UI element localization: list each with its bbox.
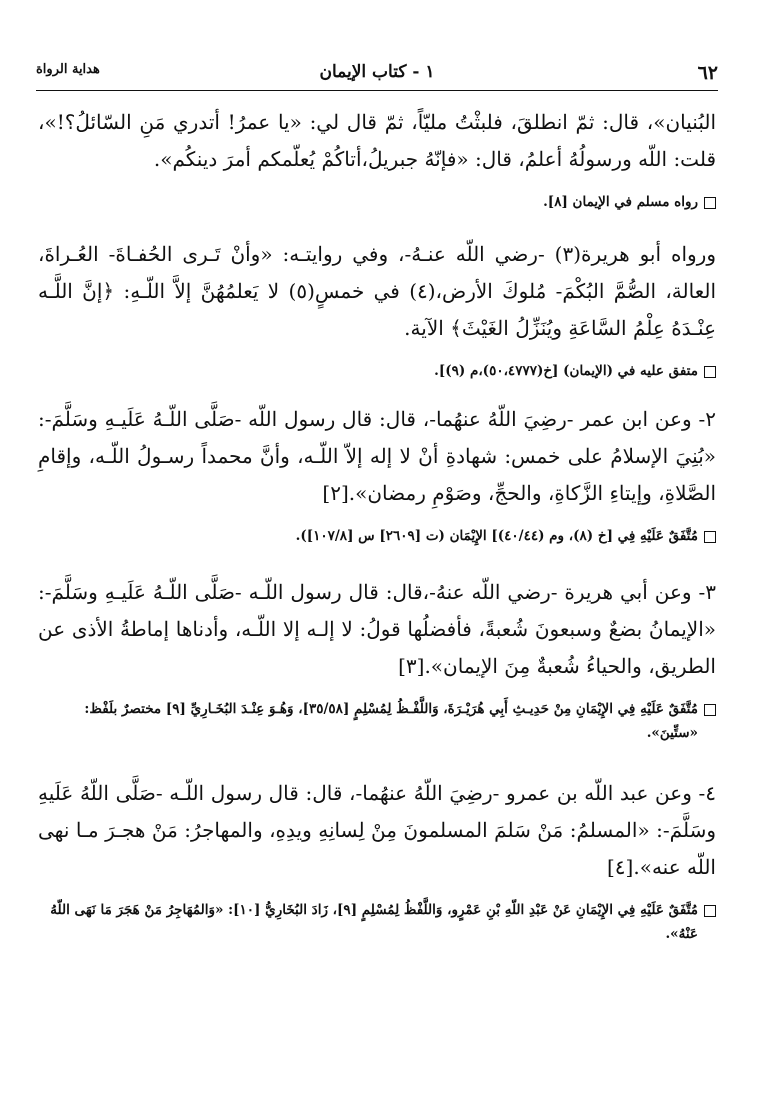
chapter-title: ١ - كتاب الإيمان bbox=[319, 62, 435, 82]
page-content bbox=[38, 104, 716, 946]
square-bullet-icon bbox=[704, 531, 716, 543]
paragraph-abu-hurayra-narration: ورواه أبو هريرة(٣) -رضي اللّه عنـهُ-، وفي روايتـه: «وأنْ تَـرى الحُفـاةَ- العُـراةَ، العالة، الصُّمَّ البُكْمَ- مُلوكَ الأرض،(٤) في خمسٍ(٥) لا يَعلمُهُنَّ إلاَّ اللّـهِ: ﴿إنَّ اللَّـه عِنْـدَهُ عِلْمُ السَّاعَةِ ويُنَزِّلُ الغَيْثَ﴾ الآية. bbox=[38, 242, 716, 340]
source-note-text: مُتَّفَقٌ عَلَيْهِ فِي [خ (٨)، وم (٤٠/٤٤)] الإِيْمَان (ت [٢٦٠٩] س [١٠٧/٨]). bbox=[295, 528, 698, 544]
square-bullet-icon bbox=[704, 905, 716, 917]
square-bullet-icon bbox=[704, 704, 716, 716]
source-note-hadith-3 bbox=[38, 697, 716, 745]
square-bullet-icon bbox=[704, 197, 716, 209]
source-note-muslim bbox=[38, 190, 716, 214]
source-note-hadith-4 bbox=[38, 898, 716, 946]
square-bullet-icon bbox=[704, 366, 716, 378]
source-note-text: مُتَّفَقٌ عَلَيْهِ فِي الإِيْمَانِ عَنْ عَبْدِ اللّهِ بْنِ عَمْرٍو، وَاللَّفْظُ لِمُسْلِمٍ [٩]، زَادَ البُخَارِيُّ [١٠]: «وَالمُهَاجِرُ مَنْ هَجَرَ مَا نَهَى اللّهُ عَنْهُ». bbox=[50, 902, 698, 942]
source-note-text: رواه مسلم في الإيمان [٨]. bbox=[543, 194, 698, 210]
page-number: ٦٢ bbox=[697, 62, 718, 84]
paragraph-gabriel-hadith-end: البُنيان»، قال: ثمّ انطلقَ، فلبثْتُ مليّاً، ثمّ قال لي: «يا عمرُ! أتدري مَنِ السّائلُ؟!»، قلت: اللّه ورسولُهُ أعلمُ، قال: «فإنّهُ جبريلُ،أتاكُمْ يُعلّمكم أمرَ دينكُم». bbox=[38, 110, 716, 171]
hadith-2: ٢- وعن ابن عمر -رضِيَ اللّهُ عنهُما-، قال: قال رسول اللّه -صَلَّى اللّـهُ عَلَيـهِ وسَلَّمَ-: «بُنِيَ الإسلامُ على خمس: شهادةِ أنْ لا إله إلاّ اللّـه، وأنَّ محمداً رسـولُ اللّـه، وإقامِ الصَّلاةِ، وإيتاءِ الزَّكاةِ، والحجِّ، وصَوْمِ رمضان».[٢] bbox=[38, 407, 717, 505]
source-note-text: متفق عليه في (الإيمان) [خ(٥٠،٤٧٧٧)،م (٩)]. bbox=[434, 363, 698, 379]
hadith-3: ٣- وعن أبي هريرة -رضي اللّه عنهُ-،قال: قال رسول اللّـه -صَلَّى اللّـهُ عَلَيـهِ وسَلَّمَ-: «الإيمانُ بضعٌ وسبعونَ شُعبةً، فأفضلُها قولُ: لا إلـه إلا اللّـه، وأدناها إماطةُ الأذى عن الطريق، والحياءُ شُعبةٌ مِنَ الإيمان».[٣] bbox=[38, 580, 716, 678]
page-header bbox=[36, 56, 718, 91]
hadith-4: ٤- وعن عبد اللّه بن عمرو -رضِيَ اللّهُ عنهُما-، قال: قال رسول اللّـه -صَلَّى اللّهُ عَلَيهِ وسَلَّمَ-: «المسلمُ: مَنْ سَلمَ المسلمونَ مِنْ لِسانِهِ ويدِهِ، والمهاجرُ: مَنْ هجـرَ مـا نهى اللّه عنه».[٤] bbox=[38, 781, 716, 879]
source-note-agreed bbox=[38, 359, 716, 383]
source-note-text: مُتَّفَقٌ عَلَيْهِ فِي الإِيْمَانِ مِنْ حَدِيـثِ أَبِي هُرَيْـرَةَ، وَاللَّفْـظُ لِمُسْلِمٍ [٣٥/٥٨]، وَهُـوَ عِنْـدَ البُخَـارِيِّ [٩] مختصرٌ بلَفْظ: «ستِّينَ». bbox=[84, 701, 698, 741]
source-note-hadith-2 bbox=[38, 524, 716, 548]
running-title: هداية الرواة bbox=[36, 62, 100, 77]
